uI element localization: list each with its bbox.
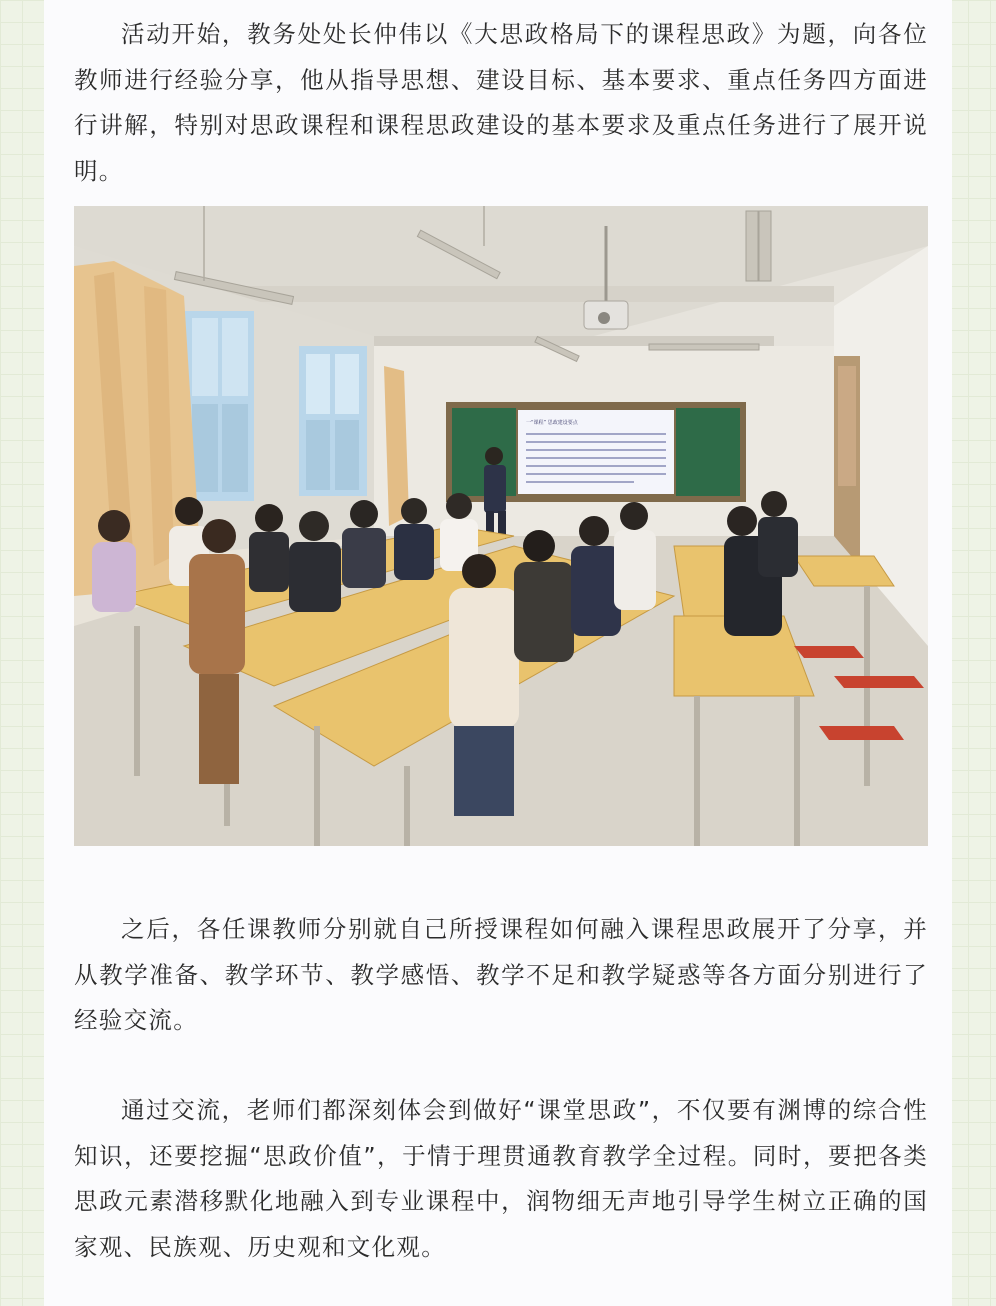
paragraph-conclusion: 通过交流，老师们都深刻体会到做好“课堂思政”，不仅要有渊博的综合性知识，还要挖掘“思政价值”，于情于理贯通教育教学全过程。同时，要把各类思政元素潜移默化地融入到专业课程中，润物细无声地引导学生树立正确的国家观、民族观、历史观和文化观。 bbox=[74, 1096, 928, 1261]
article-page bbox=[44, 0, 952, 1306]
paragraph-sharing: 之后，各任课教师分别就自己所授课程如何融入课程思政展开了分享，并从教学准备、教学环节、教学感悟、教学不足和教学疑惑等各方面分别进行了经验交流。 bbox=[74, 915, 928, 1034]
classroom-photo bbox=[74, 206, 928, 846]
paragraph-intro: 活动开始，教务处处长仲伟以《大思政格局下的课程思政》为题，向各位教师进行经验分享，他从指导思想、建设目标、基本要求、重点任务四方面进行讲解，特别对思政课程和课程思政建设的基本要求及重点任务进行了展开说明。 bbox=[74, 20, 928, 185]
screen-heading: 一“课程” 思政建设要点 bbox=[526, 420, 578, 426]
